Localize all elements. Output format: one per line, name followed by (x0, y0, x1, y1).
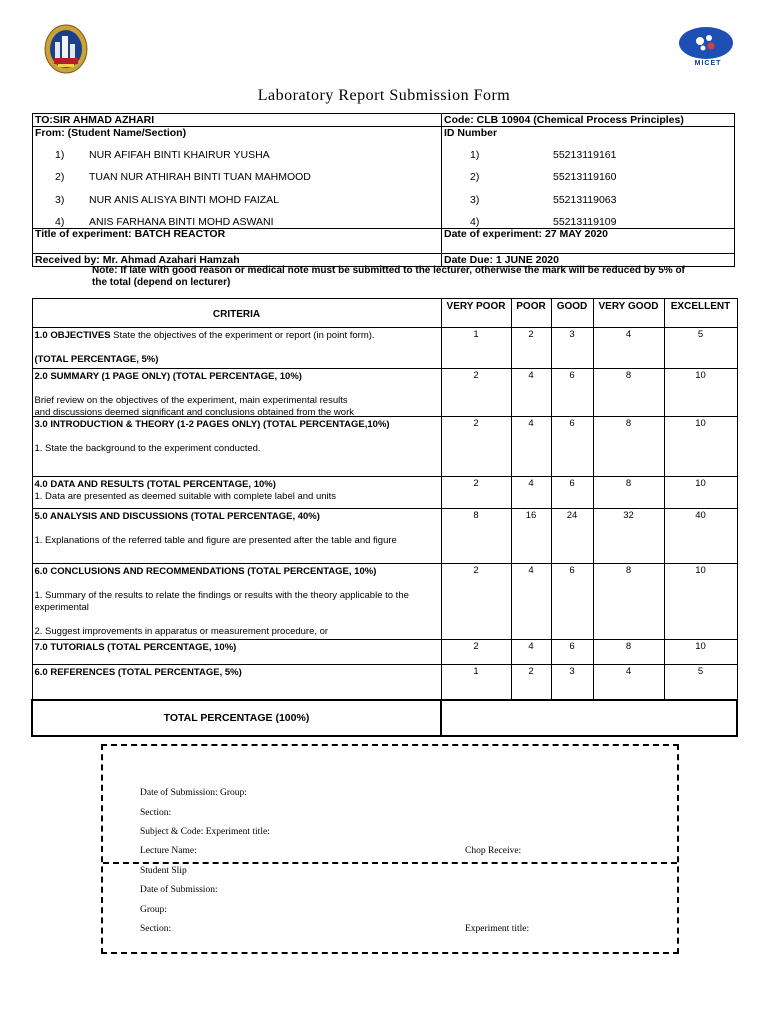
score-cell: 2 (441, 477, 511, 509)
header-very-good: VERY GOOD (593, 299, 664, 328)
score-cell: 6 (551, 369, 593, 417)
total-row (32, 700, 737, 736)
form-title: Laboratory Report Submission Form (257, 87, 511, 104)
student-2-no: 2) (55, 171, 65, 183)
header-good: GOOD (551, 299, 593, 328)
criteria-row (32, 509, 737, 564)
criteria-title: 4.0 DATA AND RESULTS (TOTAL PERCENTAGE, 10%) (34, 479, 276, 490)
criteria-detail-line: 1. State the background to the experiment conducted. (34, 443, 261, 454)
criteria-row (32, 640, 737, 665)
score-cell: 2 (441, 640, 511, 665)
student-2-id-no: 2) (470, 171, 480, 183)
score-cell: 10 (664, 477, 737, 509)
criteria-detail-line: Brief review on the objectives of the experiment, main experimental results (34, 395, 348, 406)
to-field: TO:SIR AHMAD AZHARI (35, 114, 155, 126)
micet-logo-text: MICET (694, 60, 722, 67)
criteria-description: State the objectives of the experiment or report (in point form). (110, 330, 375, 341)
criteria-cell (32, 477, 441, 509)
submission-slip (101, 744, 679, 954)
student-3-name: NUR ANIS ALISYA BINTI MOHD FAIZAL (89, 194, 280, 206)
student-1-name: NUR AFIFAH BINTI KHAIRUR YUSHA (89, 149, 270, 161)
university-crest-logo (44, 24, 88, 74)
student-1-id: 55213119161 (553, 149, 617, 161)
received-by: Received by: Mr. Ahmad Azahari Hamzah (35, 254, 240, 266)
student-slip-date: Date of Submission: (140, 885, 218, 895)
score-cell: 4 (511, 477, 551, 509)
score-cell: 4 (593, 328, 664, 369)
criteria-detail-line (35, 523, 439, 535)
student-4-id-no: 4) (470, 216, 480, 228)
score-cell: 2 (511, 665, 551, 701)
criteria-detail-line (35, 578, 439, 590)
criteria-cell (32, 369, 441, 417)
criteria-cell (32, 328, 441, 369)
student-slip-group: Group: (140, 905, 167, 915)
criteria-row (32, 665, 737, 701)
criteria-cell (32, 417, 441, 477)
score-cell: 8 (441, 509, 511, 564)
score-cell: 3 (551, 328, 593, 369)
late-submission-note: Note: If late with good reason or medical note must be submitted to the lecturer, otherwise the mark will be reduced by 5% of the total (depend on lecturer) (92, 265, 685, 288)
score-cell: 6 (551, 564, 593, 640)
criteria-title: 2.0 SUMMARY (1 PAGE ONLY) (TOTAL PERCENTAGE, 10%) (34, 371, 302, 382)
criteria-row (32, 564, 737, 640)
date-due: Date Due: 1 JUNE 2020 (444, 254, 559, 266)
score-cell: 1 (441, 328, 511, 369)
score-cell: 24 (551, 509, 593, 564)
criteria-detail-line: 1. Summary of the results to relate the findings or results with the theory applicable to the experimental (34, 590, 409, 613)
criteria-title: 3.0 INTRODUCTION & THEORY (1-2 PAGES ONLY) (TOTAL PERCENTAGE,10%) (34, 419, 390, 430)
score-cell: 4 (511, 417, 551, 477)
slip-section: Section: (140, 808, 172, 818)
score-cell: 8 (593, 417, 664, 477)
student-4-name: ANIS FARHANA BINTI MOHD ASWANI (89, 216, 274, 228)
criteria-title: 6.0 CONCLUSIONS AND RECOMMENDATIONS (TOTAL PERCENTAGE, 10%) (34, 566, 377, 577)
header-very-poor: VERY POOR (441, 299, 511, 328)
criteria-detail-line (35, 614, 439, 626)
score-cell: 4 (593, 665, 664, 701)
slip-lecture-name: Lecture Name: (140, 846, 197, 856)
header-poor: POOR (511, 299, 551, 328)
criteria-cell (32, 564, 441, 640)
criteria-detail-line: and discussions deemed significant and conclusions obtained from the work (34, 407, 354, 416)
score-cell: 10 (664, 640, 737, 665)
criteria-row (32, 417, 737, 477)
header-criteria: CRITERIA (32, 299, 441, 328)
score-cell: 2 (441, 564, 511, 640)
student-4-no: 4) (55, 216, 65, 228)
score-cell: 4 (511, 564, 551, 640)
score-cell: 10 (664, 564, 737, 640)
experiment-date: Date of experiment: 27 MAY 2020 (444, 228, 608, 240)
course-code: Code: CLB 10904 (Chemical Process Principles) (444, 114, 684, 126)
score-cell: 6 (551, 640, 593, 665)
score-cell: 10 (664, 369, 737, 417)
criteria-title: 7.0 TUTORIALS (TOTAL PERCENTAGE, 10%) (34, 642, 237, 653)
score-cell: 32 (593, 509, 664, 564)
score-cell: 4 (511, 369, 551, 417)
criteria-table (31, 298, 738, 737)
student-3-no: 3) (55, 194, 65, 206)
score-cell: 8 (593, 640, 664, 665)
score-cell: 6 (551, 477, 593, 509)
student-slip-experiment-title: Experiment title: (465, 924, 530, 934)
student-3-id: 55213119063 (553, 194, 617, 206)
score-cell: 40 (664, 509, 737, 564)
score-cell: 8 (593, 477, 664, 509)
score-cell: 8 (593, 564, 664, 640)
criteria-title: 6.0 REFERENCES (TOTAL PERCENTAGE, 5%) (34, 667, 242, 678)
criteria-detail-line: 1. Data are presented as deemed suitable with complete label and units (34, 491, 337, 502)
criteria-title: 5.0 ANALYSIS AND DISCUSSIONS (TOTAL PERCENTAGE, 40%) (34, 511, 320, 522)
student-1-no: 1) (55, 149, 65, 161)
student-2-id: 55213119160 (553, 171, 617, 183)
criteria-title: 1.0 OBJECTIVES (34, 330, 111, 341)
student-slip-section: Section: (140, 924, 172, 934)
score-cell: 10 (664, 417, 737, 477)
submission-header (32, 113, 735, 267)
score-cell: 3 (551, 665, 593, 701)
criteria-detail-line (35, 431, 439, 443)
score-cell: 4 (511, 640, 551, 665)
criteria-row (32, 369, 737, 417)
score-cell: 5 (664, 665, 737, 701)
total-percentage-label: TOTAL PERCENTAGE (100%) (32, 700, 441, 736)
student-4-id: 55213119109 (553, 216, 617, 228)
score-cell: 5 (664, 328, 737, 369)
student-slip-label: Student Slip (140, 866, 187, 876)
student-3-id-no: 3) (470, 194, 480, 206)
from-label: From: (Student Name/Section) (35, 127, 187, 139)
score-cell: 2 (511, 328, 551, 369)
slip-date-group: Date of Submission: Group: (140, 788, 247, 798)
criteria-cell (32, 640, 441, 665)
slip-chop-receive: Chop Receive: (465, 846, 522, 856)
score-cell: 8 (593, 369, 664, 417)
criteria-cell (32, 665, 441, 701)
criteria-row (32, 328, 737, 369)
id-number-label: ID Number (444, 127, 498, 139)
score-cell: 1 (441, 665, 511, 701)
criteria-detail-line: (TOTAL PERCENTAGE, 5%) (34, 354, 159, 365)
criteria-detail-line: 1. Explanations of the referred table and figure are presented after the table and figure (34, 535, 397, 546)
criteria-cell (32, 509, 441, 564)
criteria-detail-line: 2. Suggest improvements in apparatus or measurement procedure, or (34, 626, 329, 637)
score-cell: 2 (441, 369, 511, 417)
total-percentage-value (441, 700, 737, 736)
student-1-id-no: 1) (470, 149, 480, 161)
criteria-header-row (32, 299, 737, 328)
criteria-detail-line (35, 383, 439, 395)
student-2-name: TUAN NUR ATHIRAH BINTI TUAN MAHMOOD (89, 171, 311, 183)
score-cell: 16 (511, 509, 551, 564)
slip-subject-code: Subject & Code: Experiment title: (140, 827, 270, 837)
experiment-title: Title of experiment: BATCH REACTOR (35, 228, 226, 240)
score-cell: 6 (551, 417, 593, 477)
header-excellent: EXCELLENT (664, 299, 737, 328)
score-cell: 2 (441, 417, 511, 477)
criteria-row (32, 477, 737, 509)
criteria-detail-line (35, 342, 439, 354)
